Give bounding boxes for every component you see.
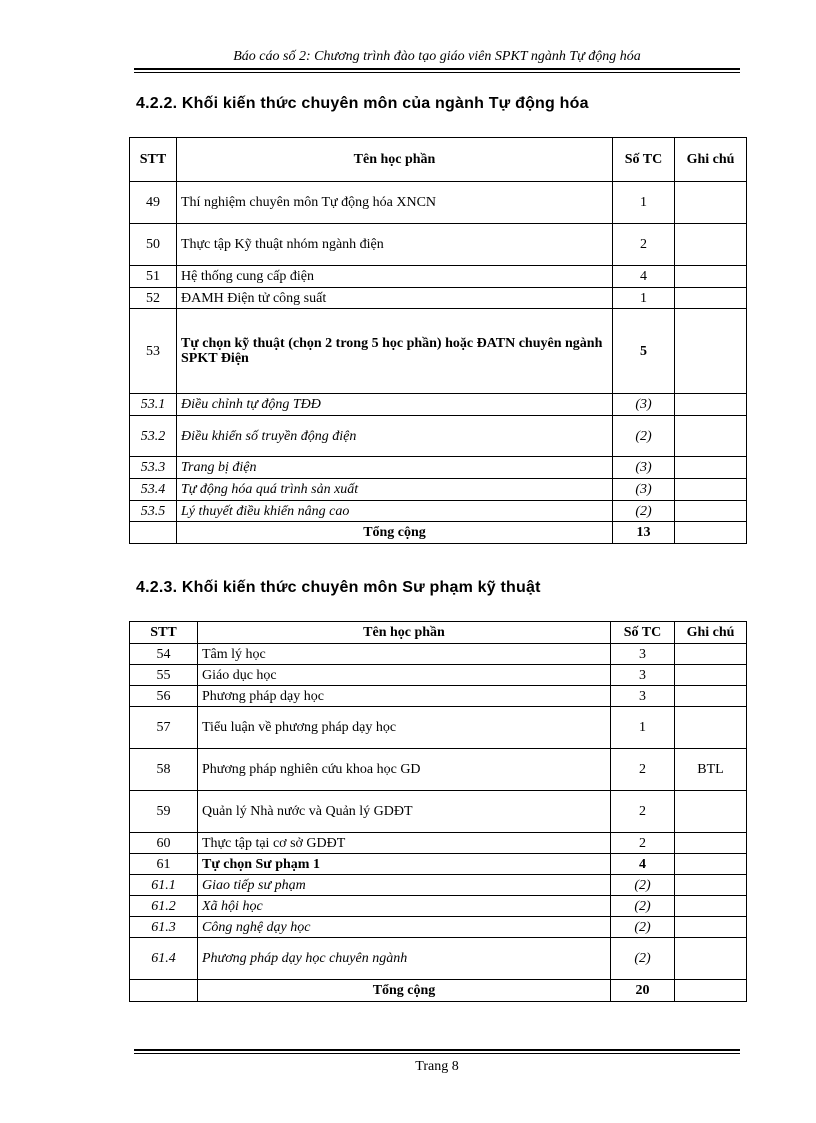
row-note bbox=[675, 394, 747, 416]
table-row bbox=[130, 896, 747, 917]
row-course-name: ĐAMH Điện tử công suất bbox=[177, 288, 613, 309]
row-note bbox=[675, 309, 747, 394]
row-course-name: Trang bị điện bbox=[177, 457, 613, 479]
header-rule-thick bbox=[134, 68, 740, 70]
table-row bbox=[130, 457, 747, 479]
total-credits: 20 bbox=[611, 980, 675, 1002]
row-credits: 4 bbox=[611, 854, 675, 875]
column-header-credits: Số TC bbox=[613, 138, 675, 182]
row-course-name: Phương pháp dạy học bbox=[198, 686, 611, 707]
footer-rule-thin bbox=[134, 1053, 740, 1054]
column-header-note: Ghi chú bbox=[675, 138, 747, 182]
table-row bbox=[130, 833, 747, 854]
row-note bbox=[675, 917, 747, 938]
row-course-name: Tâm lý học bbox=[198, 644, 611, 665]
row-credits: (2) bbox=[611, 938, 675, 980]
row-note bbox=[675, 707, 747, 749]
row-note bbox=[675, 833, 747, 854]
row-note bbox=[675, 501, 747, 522]
row-stt: 55 bbox=[130, 665, 198, 686]
row-course-name: Giáo dục học bbox=[198, 665, 611, 686]
row-credits: (3) bbox=[613, 479, 675, 501]
row-stt: 54 bbox=[130, 644, 198, 665]
page-header-title: Báo cáo số 2: Chương trình đào tạo giáo viên SPKT ngành Tự động hóa bbox=[233, 49, 641, 64]
total-stt-empty bbox=[130, 980, 198, 1002]
column-header-stt: STT bbox=[130, 138, 177, 182]
table-row bbox=[130, 416, 747, 457]
row-course-name: Xã hội học bbox=[198, 896, 611, 917]
table-header-row bbox=[130, 138, 747, 182]
row-course-name: Tự chọn Sư phạm 1 bbox=[198, 854, 611, 875]
row-stt: 59 bbox=[130, 791, 198, 833]
row-note bbox=[675, 182, 747, 224]
row-stt: 53 bbox=[130, 309, 177, 394]
table-row bbox=[130, 266, 747, 288]
row-course-name: Quản lý Nhà nước và Quản lý GDĐT bbox=[198, 791, 611, 833]
total-note-empty bbox=[675, 522, 747, 544]
row-credits: 3 bbox=[611, 644, 675, 665]
row-course-name: Thí nghiệm chuyên môn Tự động hóa XNCN bbox=[177, 182, 613, 224]
row-note bbox=[675, 791, 747, 833]
row-note: BTL bbox=[675, 749, 747, 791]
row-credits: (3) bbox=[613, 394, 675, 416]
table-header-row bbox=[130, 622, 747, 644]
row-course-name: Hệ thống cung cấp điện bbox=[177, 266, 613, 288]
row-course-name: Điều chỉnh tự động TĐĐ bbox=[177, 394, 613, 416]
row-stt: 53.1 bbox=[130, 394, 177, 416]
table-row bbox=[130, 644, 747, 665]
column-header-credits: Số TC bbox=[611, 622, 675, 644]
row-credits: 2 bbox=[611, 749, 675, 791]
row-stt: 58 bbox=[130, 749, 198, 791]
table-row bbox=[130, 224, 747, 266]
row-note bbox=[675, 644, 747, 665]
row-note bbox=[675, 854, 747, 875]
table-row bbox=[130, 309, 747, 394]
row-note bbox=[675, 224, 747, 266]
row-stt: 52 bbox=[130, 288, 177, 309]
row-credits: 5 bbox=[613, 309, 675, 394]
row-course-name: Công nghệ dạy học bbox=[198, 917, 611, 938]
row-note bbox=[675, 896, 747, 917]
row-note bbox=[675, 457, 747, 479]
total-stt-empty bbox=[130, 522, 177, 544]
row-note bbox=[675, 665, 747, 686]
row-course-name: Điều khiển số truyền động điện bbox=[177, 416, 613, 457]
row-credits: 2 bbox=[613, 224, 675, 266]
column-header-course-name: Tên học phần bbox=[177, 138, 613, 182]
table-row bbox=[130, 875, 747, 896]
row-credits: (2) bbox=[613, 501, 675, 522]
row-stt: 51 bbox=[130, 266, 177, 288]
row-stt: 60 bbox=[130, 833, 198, 854]
row-credits: 3 bbox=[611, 686, 675, 707]
header-rule-thin bbox=[134, 72, 740, 73]
automation-courses-table bbox=[129, 137, 747, 544]
row-credits: (3) bbox=[613, 457, 675, 479]
row-course-name: Tiểu luận về phương pháp dạy học bbox=[198, 707, 611, 749]
row-course-name: Lý thuyết điều khiển nâng cao bbox=[177, 501, 613, 522]
row-stt: 53.3 bbox=[130, 457, 177, 479]
row-note bbox=[675, 479, 747, 501]
row-credits: (2) bbox=[611, 917, 675, 938]
table-row bbox=[130, 854, 747, 875]
row-stt: 61.4 bbox=[130, 938, 198, 980]
row-stt: 61.2 bbox=[130, 896, 198, 917]
row-credits: (2) bbox=[611, 896, 675, 917]
row-stt: 61.3 bbox=[130, 917, 198, 938]
row-note bbox=[675, 416, 747, 457]
row-note bbox=[675, 288, 747, 309]
row-stt: 53.4 bbox=[130, 479, 177, 501]
section-title-automation: 4.2.2. Khối kiến thức chuyên môn của ngành Tự động hóa bbox=[136, 95, 589, 112]
row-stt: 56 bbox=[130, 686, 198, 707]
row-credits: 1 bbox=[613, 182, 675, 224]
table-row bbox=[130, 394, 747, 416]
row-course-name: Phương pháp dạy học chuyên ngành bbox=[198, 938, 611, 980]
row-course-name: Thực tập Kỹ thuật nhóm ngành điện bbox=[177, 224, 613, 266]
row-note bbox=[675, 938, 747, 980]
column-header-stt: STT bbox=[130, 622, 198, 644]
row-credits: 1 bbox=[613, 288, 675, 309]
row-note bbox=[675, 875, 747, 896]
row-note bbox=[675, 266, 747, 288]
row-stt: 53.5 bbox=[130, 501, 177, 522]
row-stt: 53.2 bbox=[130, 416, 177, 457]
row-credits: 3 bbox=[611, 665, 675, 686]
table-row bbox=[130, 791, 747, 833]
row-credits: 1 bbox=[611, 707, 675, 749]
row-note bbox=[675, 686, 747, 707]
row-credits: 2 bbox=[611, 791, 675, 833]
row-stt: 61 bbox=[130, 854, 198, 875]
table-row bbox=[130, 479, 747, 501]
total-note-empty bbox=[675, 980, 747, 1002]
table-row bbox=[130, 917, 747, 938]
row-course-name: Phương pháp nghiên cứu khoa học GD bbox=[198, 749, 611, 791]
row-credits: 2 bbox=[611, 833, 675, 854]
table-row bbox=[130, 665, 747, 686]
row-credits: (2) bbox=[611, 875, 675, 896]
page-number: Trang 8 bbox=[415, 1059, 459, 1074]
table-total-row bbox=[130, 980, 747, 1002]
column-header-course-name: Tên học phần bbox=[198, 622, 611, 644]
table-total-row bbox=[130, 522, 747, 544]
section-title-pedagogy: 4.2.3. Khối kiến thức chuyên môn Sư phạm kỹ thuật bbox=[136, 579, 541, 596]
pedagogy-courses-table bbox=[129, 621, 747, 1002]
row-stt: 61.1 bbox=[130, 875, 198, 896]
table-row bbox=[130, 749, 747, 791]
row-course-name: Giao tiếp sư phạm bbox=[198, 875, 611, 896]
row-stt: 50 bbox=[130, 224, 177, 266]
table-row bbox=[130, 501, 747, 522]
total-label: Tổng cộng bbox=[177, 522, 613, 544]
total-label: Tổng cộng bbox=[198, 980, 611, 1002]
table-row bbox=[130, 288, 747, 309]
footer-rule-thick bbox=[134, 1049, 740, 1051]
table-row bbox=[130, 182, 747, 224]
column-header-note: Ghi chú bbox=[675, 622, 747, 644]
row-stt: 49 bbox=[130, 182, 177, 224]
row-course-name: Thực tập tại cơ sở GDĐT bbox=[198, 833, 611, 854]
table-row bbox=[130, 686, 747, 707]
total-credits: 13 bbox=[613, 522, 675, 544]
row-credits: 4 bbox=[613, 266, 675, 288]
table-row bbox=[130, 707, 747, 749]
row-course-name: Tự chọn kỹ thuật (chọn 2 trong 5 học phần) hoặc ĐATN chuyên ngành SPKT Điện bbox=[177, 309, 613, 394]
row-stt: 57 bbox=[130, 707, 198, 749]
row-course-name: Tự động hóa quá trình sản xuất bbox=[177, 479, 613, 501]
table-row bbox=[130, 938, 747, 980]
row-credits: (2) bbox=[613, 416, 675, 457]
